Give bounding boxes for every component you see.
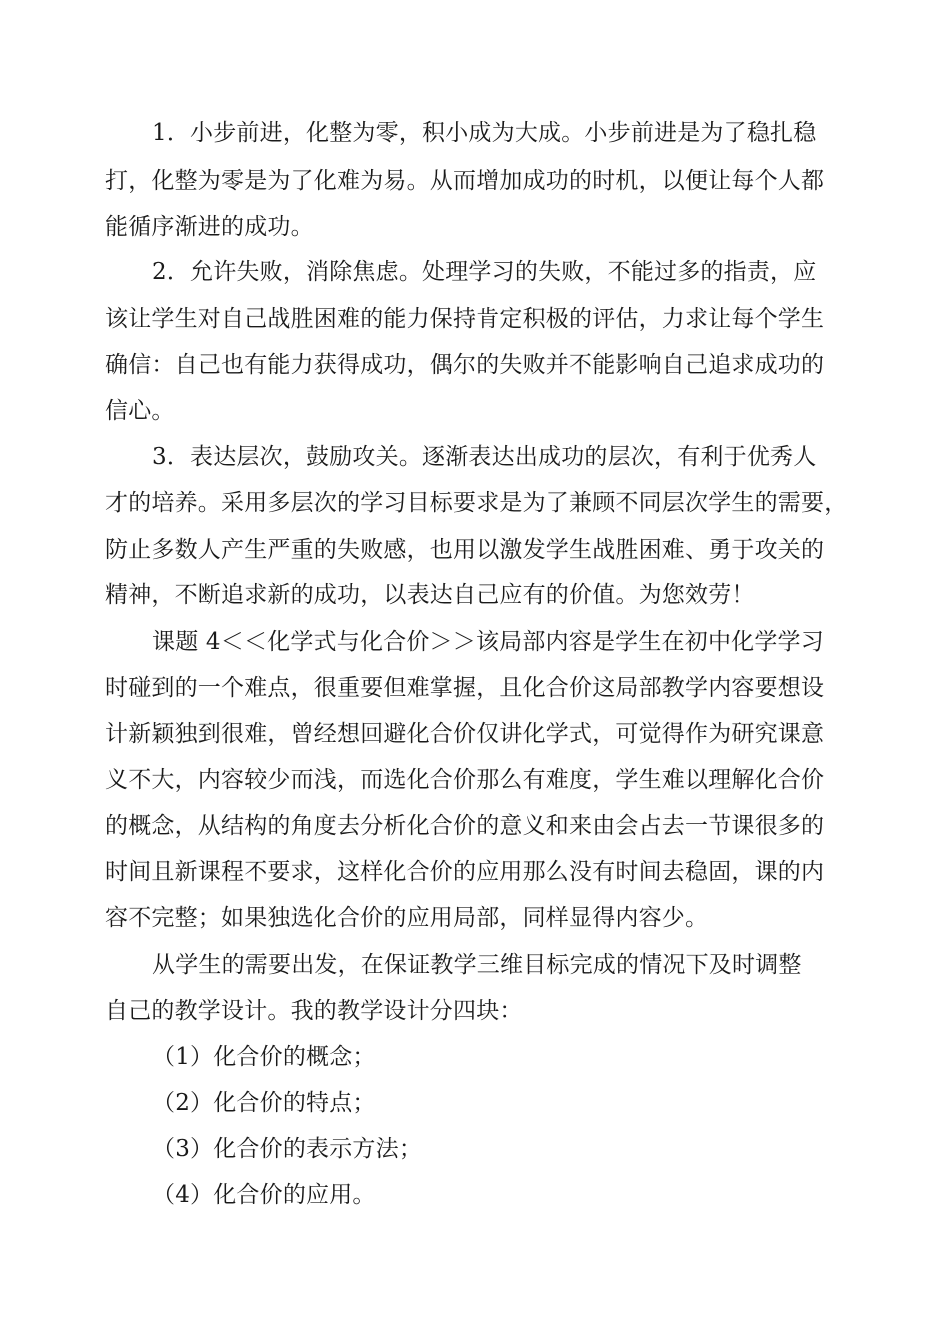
paragraph-2-line-1: 2．允许失败，消除焦虑。处理学习的失败，不能过多的指责，应 [152,259,817,285]
paragraph-4-line-5: 的概念，从结构的角度去分析化合价的意义和来由会占去一节课很多的 [105,813,825,839]
paragraph-2-line-4: 信心。 [105,398,175,424]
paragraph-4-line-4: 义不大，内容较少而浅，而选化合价那么有难度，学生难以理解化合价 [105,767,825,793]
paragraph-4-line-7: 容不完整；如果独选化合价的应用局部，同样显得内容少。 [105,905,709,931]
list-item-2: （2）化合价的特点； [152,1090,376,1116]
paragraph-3-line-1: 3．表达层次，鼓励攻关。逐渐表达出成功的层次，有利于优秀人 [152,444,817,470]
paragraph-4-line-1: 课题 4＜＜化学式与化合价＞＞该局部内容是学生在初中化学学习 [152,629,824,655]
paragraph-4-line-6: 时间且新课程不要求，这样化合价的应用那么没有时间去稳固，课的内 [105,859,825,885]
paragraph-4-line-3: 计新颖独到很难，曾经想回避化合价仅讲化学式，可觉得作为研究课意 [105,721,825,747]
paragraph-4-line-2: 时碰到的一个难点，很重要但难掌握，且化合价这局部教学内容要想设 [105,675,825,701]
paragraph-1-line-1: 1．小步前进，化整为零，积小成为大成。小步前进是为了稳扎稳 [152,120,817,146]
list-item-1: （1）化合价的概念； [152,1044,376,1070]
paragraph-1-line-2: 打，化整为零是为了化难为易。从而增加成功的时机，以便让每个人都 [105,168,825,194]
paragraph-3-line-4: 精神，不断追求新的成功，以表达自己应有的价值。为您效劳！ [105,582,755,608]
paragraph-3-line-2: 才的培养。采用多层次的学习目标要求是为了兼顾不同层次学生的需要， [105,490,848,516]
paragraph-1-line-3: 能循序渐进的成功。 [105,214,314,240]
paragraph-2-line-3: 确信：自己也有能力获得成功，偶尔的失败并不能影响自己追求成功的 [105,352,825,378]
list-item-3: （3）化合价的表示方法； [152,1136,423,1162]
list-item-4: （4）化合价的应用。 [152,1182,376,1208]
paragraph-3-line-3: 防止多数人产生严重的失败感，也用以激发学生战胜困难、勇于攻关的 [105,537,825,563]
paragraph-2-line-2: 该让学生对自己战胜困难的能力保持肯定积极的评估，力求让每个学生 [105,306,825,332]
paragraph-5-line-2: 自己的教学设计。我的教学设计分四块： [105,998,523,1024]
paragraph-5-line-1: 从学生的需要出发，在保证教学三维目标完成的情况下及时调整 [152,952,802,978]
